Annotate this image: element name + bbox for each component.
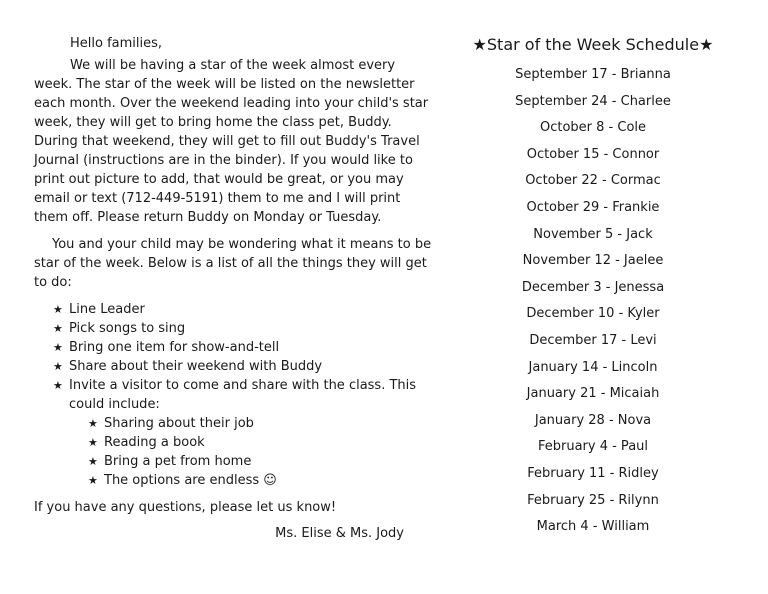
list-item	[34, 319, 434, 338]
schedule-title-text: Star of the Week Schedule	[486, 35, 700, 54]
sub-list-item-text: The options are endless ☺	[104, 473, 277, 488]
star-bullet-icon: ★	[88, 436, 98, 449]
schedule-entry: February 25 - Rilynn	[527, 492, 659, 508]
star-bullet-icon: ★	[53, 360, 63, 373]
schedule-entry: January 14 - Lincoln	[528, 359, 658, 375]
schedule-list	[458, 62, 728, 541]
star-bullet-icon: ★	[53, 303, 63, 316]
star-icon: ★	[472, 35, 487, 54]
schedule-entry: November 12 - Jaelee	[522, 253, 664, 269]
schedule-entry: December 3 - Jenessa	[521, 279, 665, 295]
list-item-text: Bring one item for show-and-tell	[69, 340, 280, 355]
schedule-entry: February 4 - Paul	[537, 439, 649, 455]
schedule-entry: January 21 - Micaiah	[526, 386, 660, 402]
schedule-entry: September 24 - Charlee	[515, 93, 671, 109]
star-bullet-icon: ★	[53, 379, 63, 392]
schedule-title	[458, 34, 728, 56]
letter-signature: Ms. Elise & Ms. Jody	[275, 526, 404, 541]
sub-list-item	[69, 433, 434, 452]
star-bullet-icon: ★	[53, 341, 63, 354]
list-item-text: Pick songs to sing	[69, 321, 186, 336]
star-bullet-icon: ★	[88, 417, 98, 430]
list-item-text: Share about their weekend with Buddy	[69, 359, 323, 374]
letter-paragraph-2: You and your child may be wondering what it means to be star of the week. Below is a list of all the things they will get to do:	[34, 237, 432, 290]
sub-list-item-text: Reading a book	[104, 435, 205, 450]
schedule-entry: October 15 - Connor	[526, 146, 660, 162]
sub-list-item	[69, 452, 434, 471]
letter-column	[34, 34, 434, 543]
letter-paragraph-1: We will be having a star of the week almost every week. The star of the week will be listed on the newsletter each month. Over the weekend leading into your child's star week, they will get to bring home the class pet, Buddy. During that weekend, they will get to fill out Buddy's Travel Journal (instructions are in the binder). If you would like to print out picture to add, that would be great, or you may email or text (712-449-5191) them to me and I will print them off. Please return Buddy on Monday or Tuesday.	[34, 58, 429, 225]
schedule-entry: December 10 - Kyler	[526, 306, 660, 322]
list-item-text: Invite a visitor to come and share with the class. This could include:	[69, 378, 417, 412]
star-icon: ★	[699, 35, 714, 54]
list-item	[34, 338, 434, 357]
schedule-entry: September 17 - Brianna	[515, 67, 671, 82]
letter-closing: If you have any questions, please let us know!	[34, 500, 337, 515]
schedule-entry: February 11 - Ridley	[527, 465, 659, 481]
schedule-entry: December 17 - Levi	[529, 332, 657, 348]
star-bullet-icon: ★	[53, 322, 63, 335]
star-bullet-icon: ★	[88, 455, 98, 468]
schedule-column	[458, 34, 728, 541]
schedule-entry: March 4 - William	[536, 519, 650, 535]
list-item	[34, 357, 434, 376]
list-item-text: Line Leader	[69, 302, 145, 317]
sub-list-item-text: Sharing about their job	[104, 416, 254, 431]
list-item	[34, 300, 434, 319]
sub-list-item	[69, 471, 434, 490]
list-item	[34, 376, 434, 490]
schedule-entry: January 28 - Nova	[534, 412, 652, 428]
star-bullet-icon: ★	[88, 474, 98, 487]
schedule-entry: October 29 - Frankie	[526, 199, 660, 215]
privileges-list	[34, 300, 434, 490]
visitor-options-list	[69, 414, 434, 490]
sub-list-item	[69, 414, 434, 433]
sub-list-item-text: Bring a pet from home	[104, 454, 252, 469]
schedule-entry: October 8 - Cole	[539, 120, 647, 136]
letter-greeting: Hello families,	[70, 36, 163, 51]
schedule-entry: November 5 - Jack	[533, 226, 653, 242]
schedule-entry: October 22 - Cormac	[525, 173, 661, 189]
